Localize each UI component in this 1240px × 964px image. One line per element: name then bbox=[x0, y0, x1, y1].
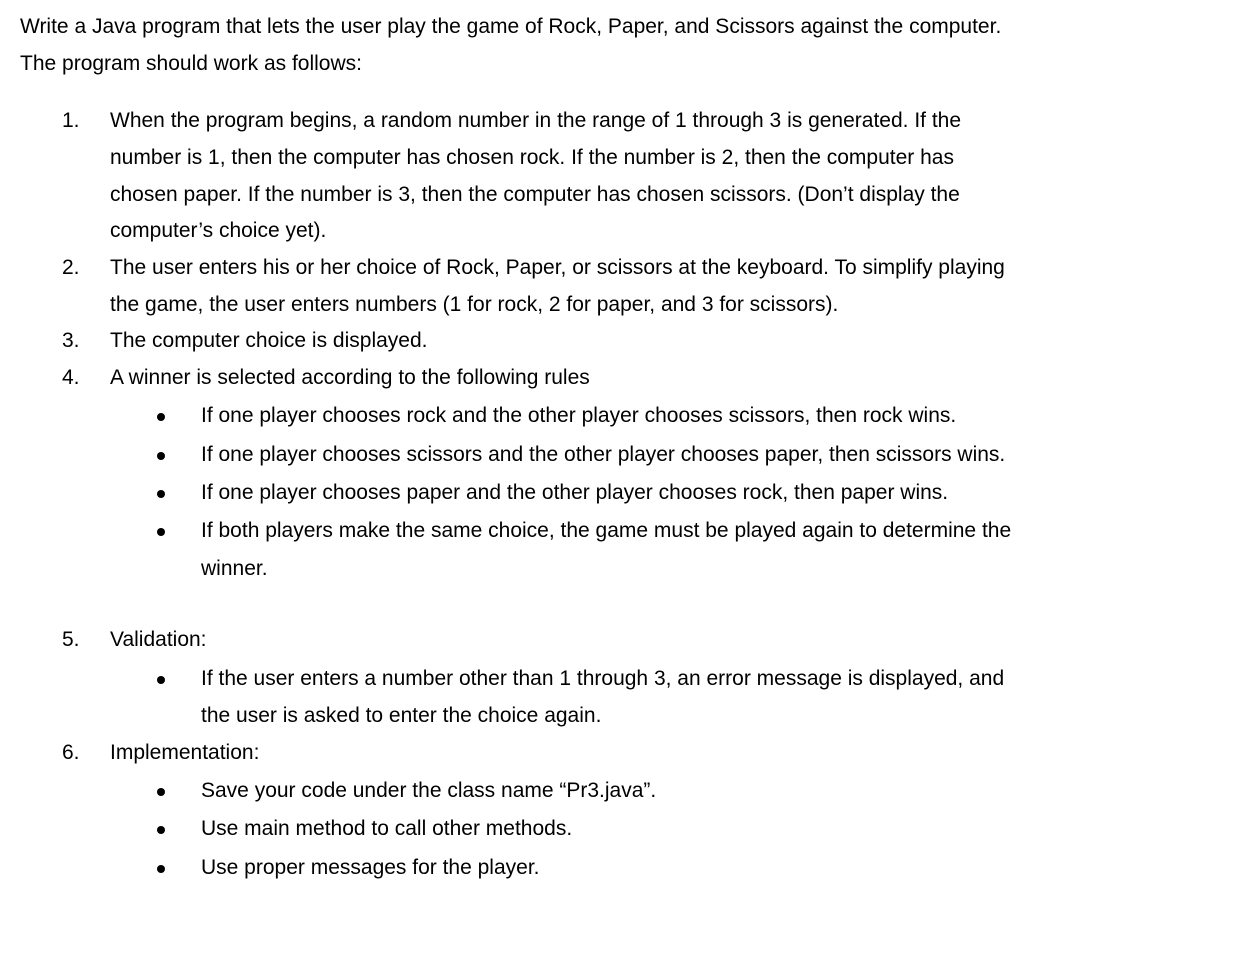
bullet-icon bbox=[157, 413, 165, 421]
step-text: chosen paper. If the number is 3, then the computer has chosen scissors. (Don’t display the bbox=[110, 183, 960, 206]
bullet-text: If one player chooses scissors and the other player chooses paper, then scissors wins. bbox=[201, 443, 1006, 466]
intro-line: Write a Java program that lets the user play the game of Rock, Paper, and Scissors against the computer. bbox=[20, 15, 1002, 38]
bullet-text: winner. bbox=[201, 557, 268, 580]
step-text: Implementation: bbox=[110, 741, 260, 764]
bullet-text: If the user enters a number other than 1 through 3, an error message is displayed, and bbox=[201, 667, 1005, 690]
step-number: 4. bbox=[62, 366, 80, 389]
step-text: The computer choice is displayed. bbox=[110, 329, 428, 352]
bullet-icon bbox=[157, 452, 165, 460]
step-text: When the program begins, a random number in the range of 1 through 3 is generated. If the bbox=[110, 109, 962, 132]
bullet-icon bbox=[157, 826, 165, 834]
bullet-icon bbox=[157, 788, 165, 796]
step-number: 2. bbox=[62, 256, 80, 279]
bullet-text: Use main method to call other methods. bbox=[201, 817, 573, 840]
bullet-text: If one player chooses paper and the other player chooses rock, then paper wins. bbox=[201, 481, 949, 504]
bullet-text: Use proper messages for the player. bbox=[201, 856, 540, 879]
step-text: number is 1, then the computer has chosen rock. If the number is 2, then the computer has bbox=[110, 146, 954, 169]
step-text: computer’s choice yet). bbox=[110, 219, 327, 242]
step-text: Validation: bbox=[110, 628, 207, 651]
bullet-icon bbox=[157, 528, 165, 536]
bullet-text: the user is asked to enter the choice again. bbox=[201, 704, 602, 727]
step-text: The user enters his or her choice of Rock, Paper, or scissors at the keyboard. To simplify playing bbox=[110, 256, 1005, 279]
step-number: 6. bbox=[62, 741, 80, 764]
intro-line: The program should work as follows: bbox=[20, 52, 362, 75]
bullet-text: Save your code under the class name “Pr3.java”. bbox=[201, 779, 657, 802]
bullet-icon bbox=[157, 676, 165, 684]
step-number: 3. bbox=[62, 329, 80, 352]
step-text: the game, the user enters numbers (1 for rock, 2 for paper, and 3 for scissors). bbox=[110, 293, 839, 316]
step-text: A winner is selected according to the following rules bbox=[110, 366, 590, 389]
bullet-icon bbox=[157, 865, 165, 873]
step-number: 5. bbox=[62, 628, 80, 651]
step-number: 1. bbox=[62, 109, 80, 132]
bullet-text: If both players make the same choice, the game must be played again to determine the bbox=[201, 519, 1012, 542]
bullet-icon bbox=[157, 490, 165, 498]
bullet-text: If one player chooses rock and the other player chooses scissors, then rock wins. bbox=[201, 404, 957, 427]
